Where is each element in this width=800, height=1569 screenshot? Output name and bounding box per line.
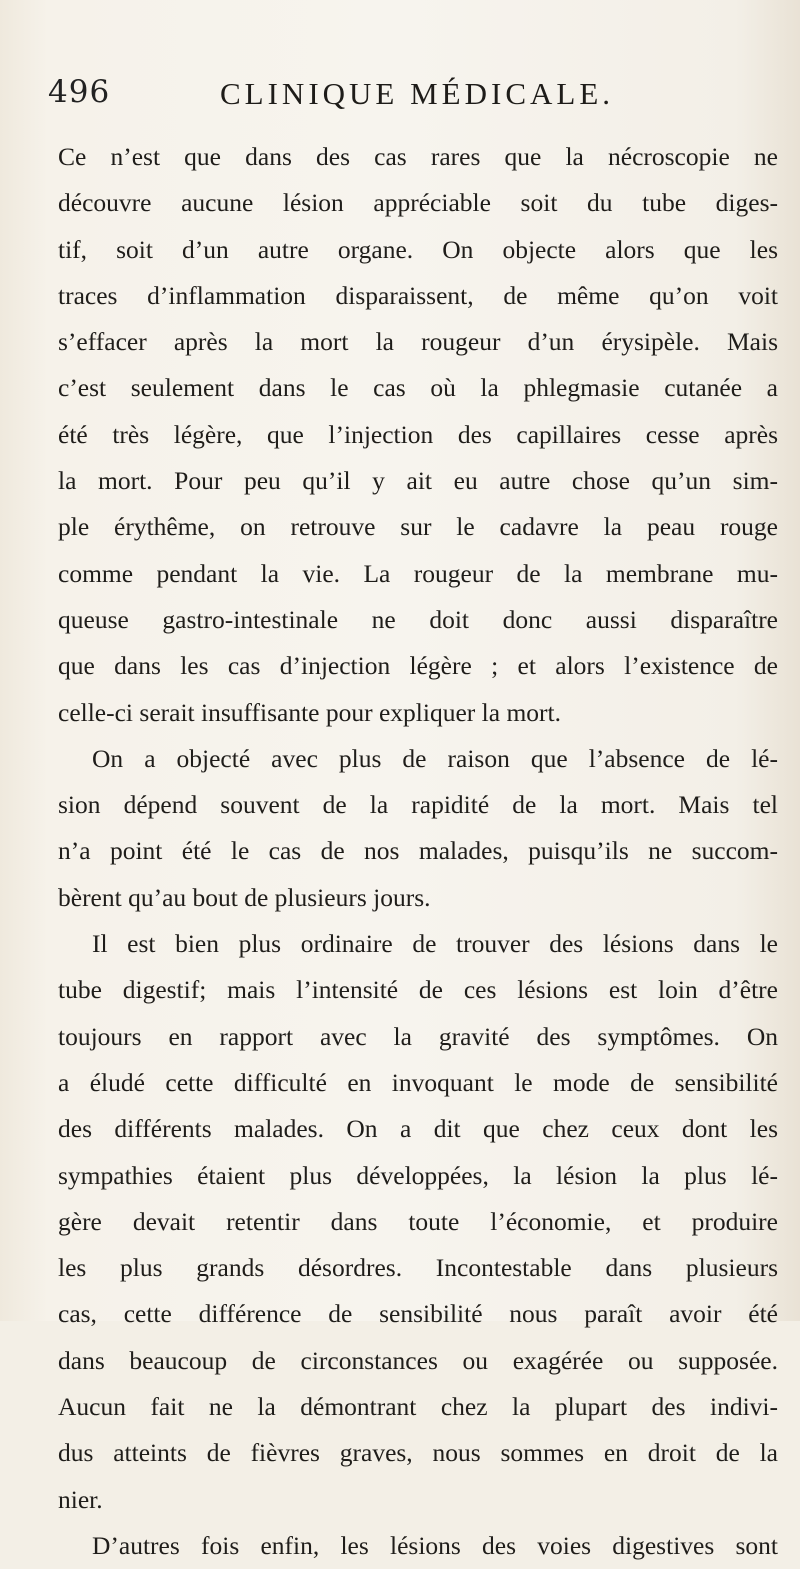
text-line: tif, soit d’un autre organe. On objecte alors que les [58, 234, 778, 264]
text-line: cas, cette différence de sensibilité nous paraît avoir été [58, 1299, 778, 1329]
text-line: que dans les cas d’injection légère ; et alors l’existence de [58, 651, 778, 681]
paragraph-start-line: Il est bien plus ordinaire de trouver des lésions dans le [92, 929, 778, 959]
text-line: sympathies étaient plus développées, la lésion la plus lé- [58, 1160, 778, 1190]
text-line: bèrent qu’au bout de plusieurs jours. [58, 882, 431, 912]
text-line: été très légère, que l’injection des capillaires cesse après [58, 419, 778, 449]
text-line: des différents malades. On a dit que chez ceux dont les [58, 1114, 778, 1144]
text-line: s’effacer après la mort la rougeur d’un érysipèle. Mais [58, 327, 778, 357]
text-line: gère devait retentir dans toute l’économie, et produire [58, 1206, 778, 1236]
text-line: découvre aucune lésion appréciable soit du tube diges- [58, 188, 778, 218]
page-header [0, 74, 800, 124]
page-number: 496 [48, 74, 111, 110]
text-line: sion dépend souvent de la rapidité de la mort. Mais tel [58, 790, 778, 820]
text-line: Aucun fait ne la démontrant chez la plupart des indivi- [58, 1392, 778, 1422]
text-line: la mort. Pour peu qu’il y ait eu autre chose qu’un sim- [58, 466, 778, 496]
text-line: dans beaucoup de circonstances ou exagérée ou supposée. [58, 1345, 778, 1375]
text-line: nier. [58, 1484, 103, 1514]
text-line: tube digestif; mais l’intensité de ces lésions est loin d’être [58, 975, 778, 1005]
text-line: comme pendant la vie. La rougeur de la membrane mu- [58, 558, 778, 588]
text-line: ple érythême, on retrouve sur le cadavre la peau rouge [58, 512, 778, 542]
text-line: celle-ci serait insuffisante pour expliquer la mort. [58, 697, 561, 727]
text-line: traces d’inflammation disparaissent, de même qu’on voit [58, 280, 778, 310]
text-line: queuse gastro-intestinale ne doit donc aussi disparaître [58, 604, 778, 634]
text-line: les plus grands désordres. Incontestable dans plusieurs [58, 1253, 778, 1283]
paragraph-start-line: D’autres fois enfin, les lésions des voies digestives sont [92, 1530, 778, 1560]
text-line: Ce n’est que dans des cas rares que la nécroscopie ne [58, 142, 778, 171]
running-head: CLINIQUE MÉDICALE. [220, 76, 615, 111]
body-text [58, 134, 778, 1569]
paragraph-start-line: On a objecté avec plus de raison que l’absence de lé- [92, 743, 778, 773]
text-line: c’est seulement dans le cas où la phlegmasie cutanée a [58, 373, 778, 403]
text-line: dus atteints de fièvres graves, nous sommes en droit de la [58, 1438, 778, 1468]
text-line: n’a point été le cas de nos malades, puisqu’ils ne succom- [58, 836, 778, 866]
text-line: toujours en rapport avec la gravité des symptômes. On [58, 1021, 778, 1051]
text-line: a éludé cette difficulté en invoquant le mode de sensibilité [58, 1067, 778, 1097]
